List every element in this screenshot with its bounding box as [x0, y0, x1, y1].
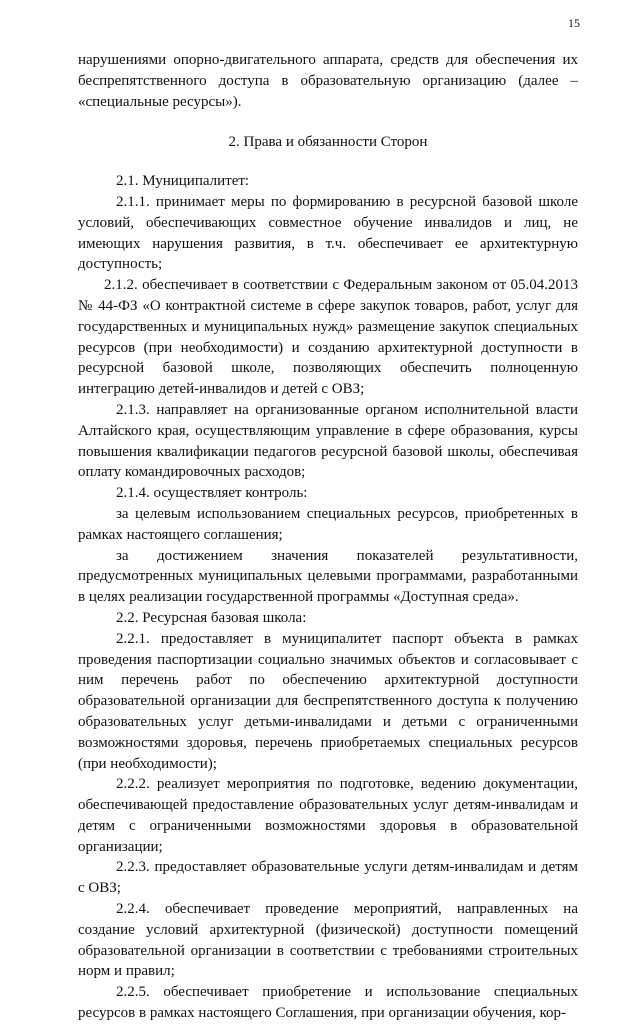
- clause-2-1-4-item-1: за целевым использованием специальных ресурсов, приобретенных в рамках настоящего соглашения;: [78, 505, 578, 543]
- clause-2-1-4-item-2: за достижением значения показателей результативности, предусмотренных муниципальных целевыми программами, разработанными в целях реализации государственной программы «Доступная среда».: [78, 547, 578, 606]
- page-number: 15: [568, 16, 580, 30]
- clause-2-2-1: 2.2.1. предоставляет в муниципалитет паспорт объекта в рамках проведения паспортизации социально значимых объектов и согласовывает с ним перечень работ по обеспечению архитектурной доступности образовательной организации для беспрепятственного доступа к получению образовательных услуг детьми-инвалидами и детьми с ограниченными возможностями здоровья, перечень приобретаемых специальных ресурсов (при необходимости);: [78, 630, 578, 772]
- clause-2-1-2: 2.1.2. обеспечивает в соответствии с Федеральным законом от 05.04.2013 № 44-ФЗ «О контрактной системе в сфере закупок товаров, работ, услуг для государственных и муниципальных нужд» размещение закупок специальных ресурсов (при необходимости) и созданию архитектурной доступности в ресурсной базовой школе, позволяющих обеспечить полноценную интеграцию детей-инвалидов и детей с ОВЗ;: [78, 277, 578, 398]
- clause-2-1: 2.1. Муниципалитет:: [116, 173, 250, 190]
- clause-2-2-5: 2.2.5. обеспечивает приобретение и использование специальных ресурсов в рамках настоящего Соглашения, при организации обучения, кор-: [78, 984, 578, 1022]
- document-body: [78, 50, 578, 1024]
- clause-2-2-4: 2.2.4. обеспечивает проведение мероприятий, направленных на создание условий архитектурной (физической) доступности помещений образовательной организации в соответствии с требованиями строительных норм и правил;: [78, 901, 578, 980]
- clause-2-1-1: 2.1.1. принимает меры по формированию в ресурсной базовой школе условий, обеспечивающих совместное обучение инвалидов и лиц, не имеющих нарушения развития, в т.ч. обеспечивает ее архитектурную доступность;: [78, 193, 578, 273]
- clause-2-1-3: 2.1.3. направляет на организованные органом исполнительной власти Алтайского края, осуществляющим управление в сфере образования, курсы повышения квалификации педагогов ресурсной базовой школы, обеспечивая оплату командировочных расходов;: [78, 401, 578, 481]
- clause-2-2-2: 2.2.2. реализует мероприятия по подготовке, ведению документации, обеспечивающей предоставление образовательных услуг детям-инвалидам и детям с ограниченными возможностями здоровья в образовательной организации;: [78, 776, 578, 855]
- section-heading: 2. Права и обязанности Сторон: [228, 134, 428, 151]
- paragraph-intro: нарушениями опорно-двигательного аппарата, средств для обеспечения их беспрепятственного доступа в образовательную организацию (далее – «специальные ресурсы»).: [78, 52, 578, 110]
- clause-2-2: 2.2. Ресурсная базовая школа:: [116, 609, 307, 626]
- clause-2-2-3: 2.2.3. предоставляет образовательные услуги детям-инвалидам и детям с ОВЗ;: [78, 859, 578, 897]
- clause-2-1-4: 2.1.4. осуществляет контроль:: [116, 485, 308, 502]
